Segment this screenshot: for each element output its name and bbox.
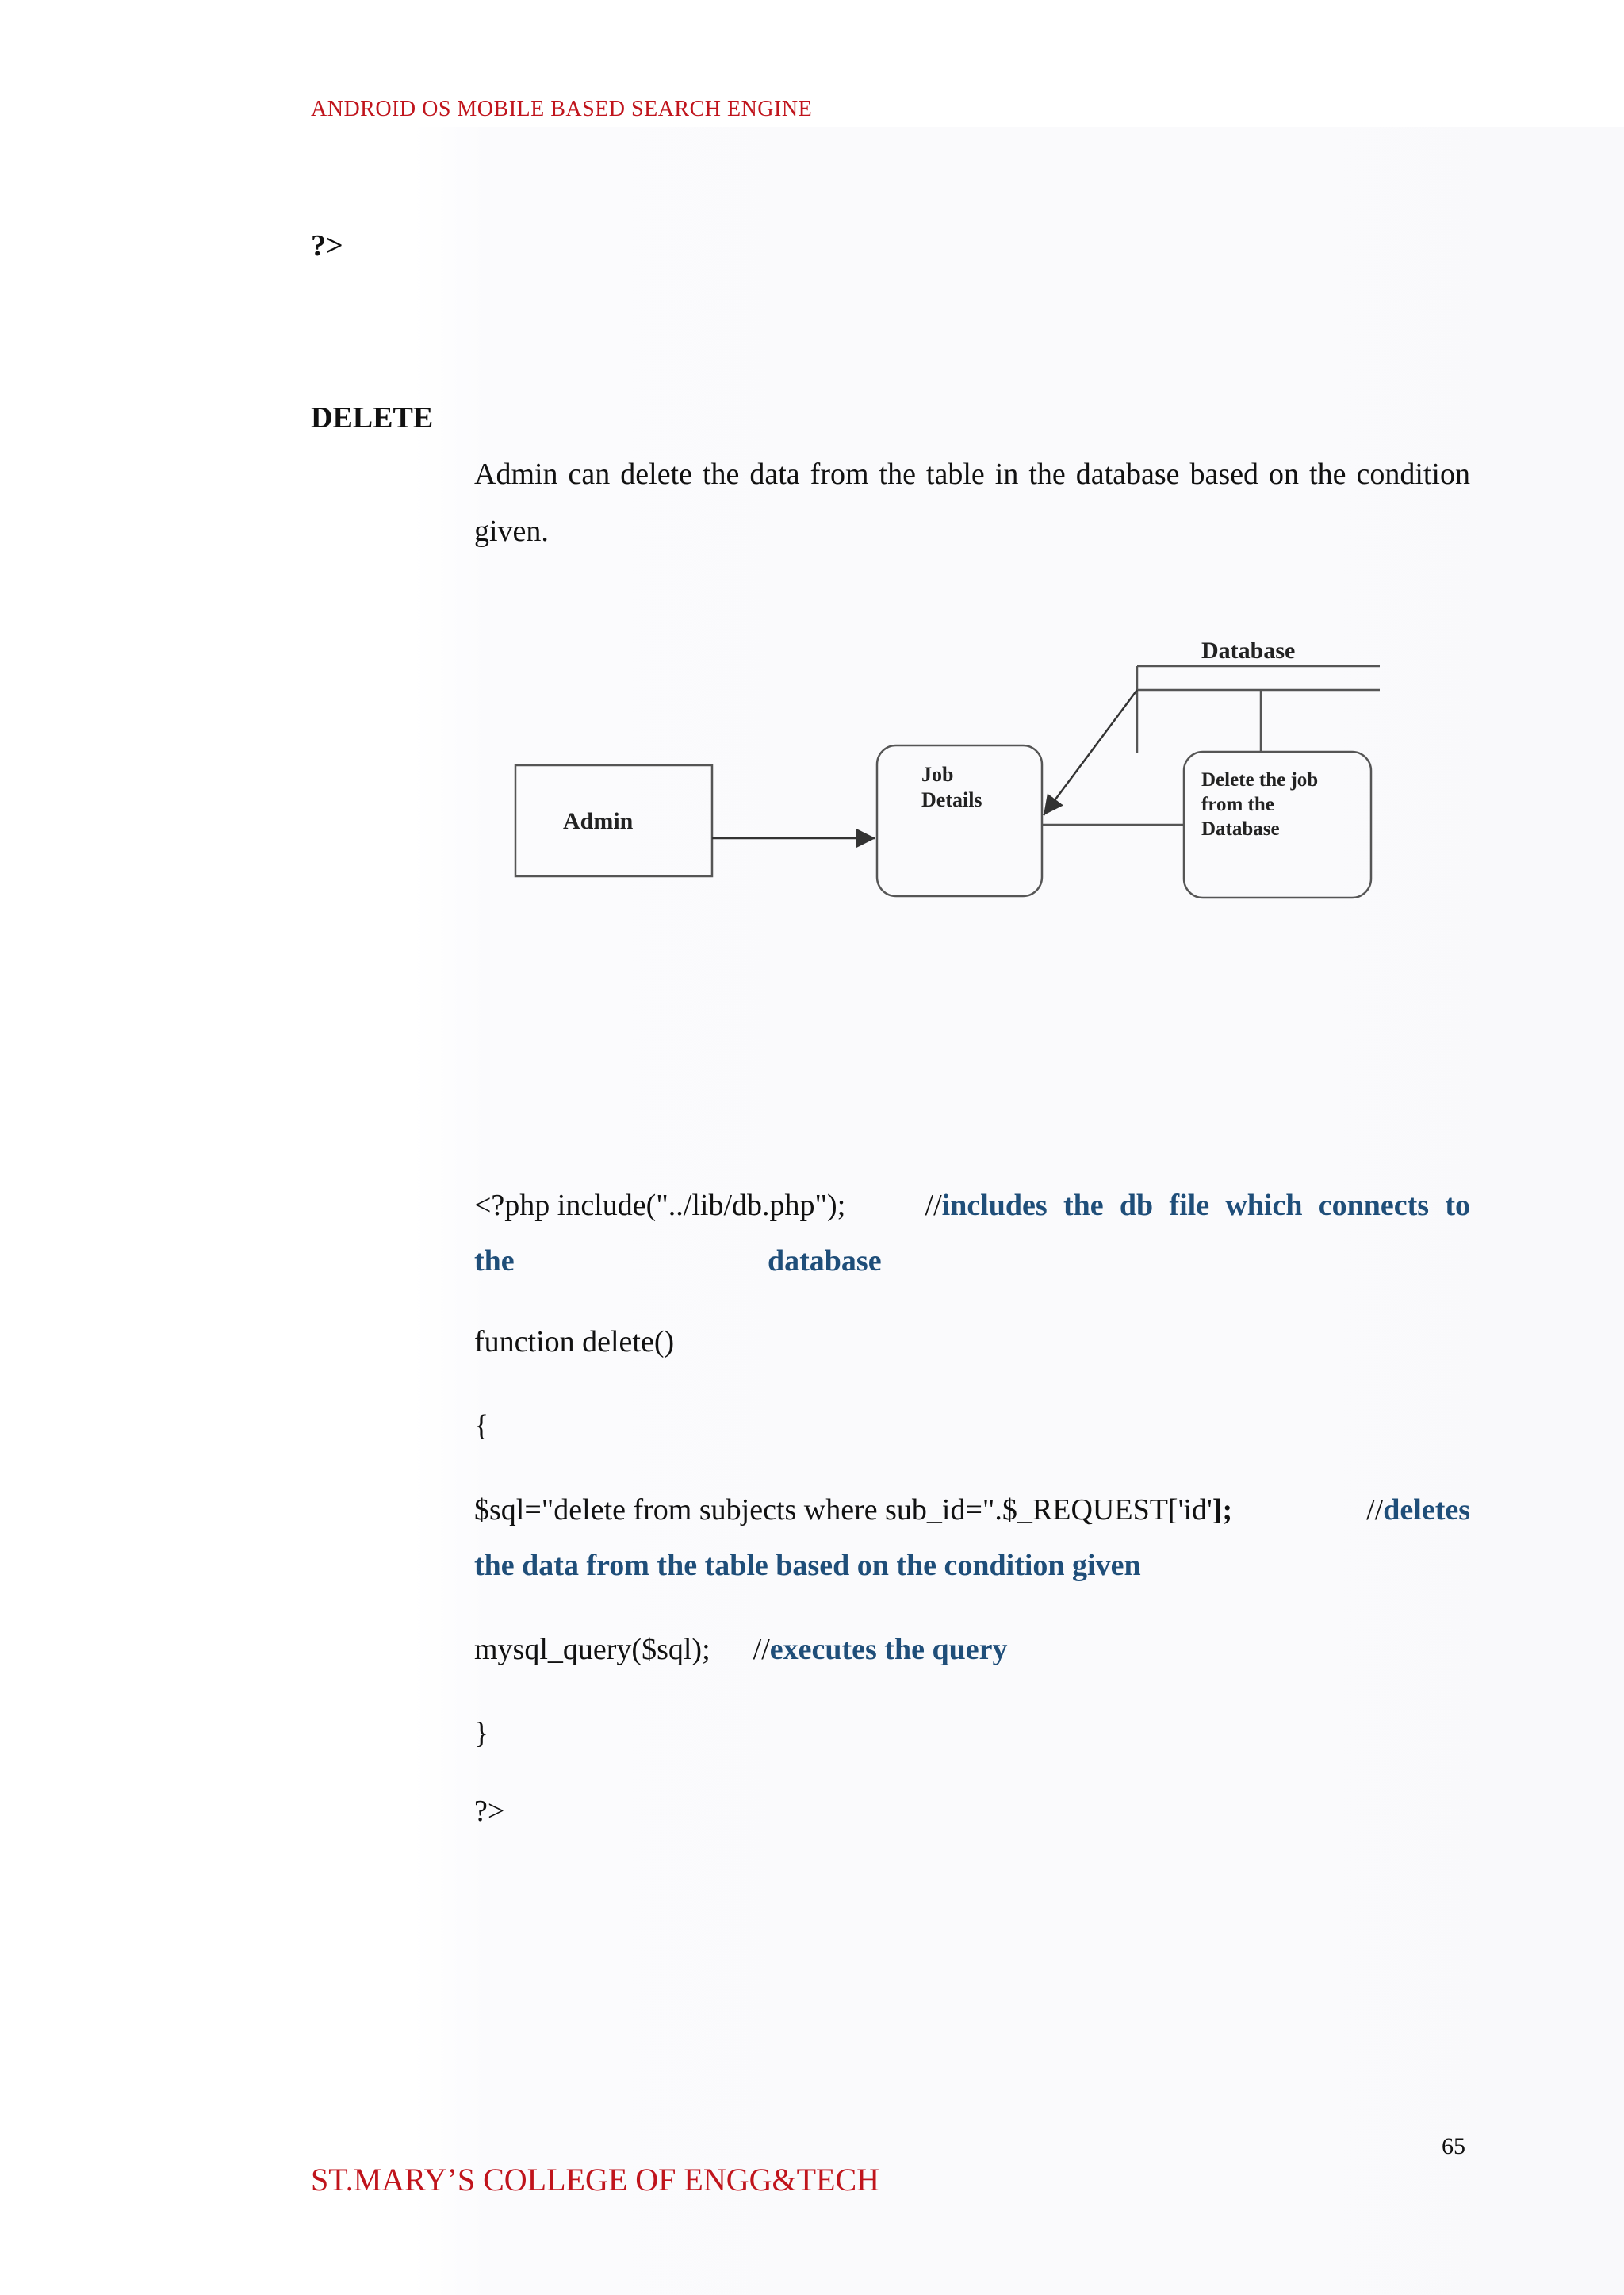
- function-declaration: function delete(): [474, 1325, 675, 1358]
- sql-comment-cont: the data from the table based on the condition given: [474, 1549, 1141, 1582]
- include-statement: <?php include("../lib/db.php");: [474, 1189, 846, 1222]
- query-comment-prefix: //: [753, 1633, 770, 1666]
- include-comment-word-1: //includes: [925, 1189, 1048, 1222]
- open-brace: {: [474, 1409, 489, 1443]
- database-label: Database: [1201, 638, 1296, 664]
- sql-comment: //deletes: [1366, 1493, 1470, 1527]
- delete-line2: from the: [1201, 794, 1274, 815]
- php-close-tag: ?>: [311, 229, 343, 262]
- delete-line3: Database: [1201, 818, 1280, 840]
- page-number: 65: [1442, 2133, 1465, 2159]
- include-comment-cont-1: the: [474, 1244, 515, 1278]
- include-comment-word-5: which: [1225, 1189, 1303, 1222]
- footer-college: ST.MARY’S COLLEGE OF ENGG&TECH: [311, 2162, 880, 2197]
- section-heading: DELETE: [311, 401, 434, 435]
- delete-line1: Delete the job: [1201, 769, 1319, 791]
- sql-line: [474, 1492, 1470, 1527]
- close-brace: }: [474, 1717, 489, 1750]
- job-details-line2: Details: [921, 788, 982, 811]
- include-comment-word-4: file: [1169, 1189, 1210, 1222]
- sql-statement: $sql="delete from subjects where sub_id=".$_REQUEST['id'];: [474, 1493, 1233, 1527]
- include-comment-word-7: to: [1445, 1189, 1470, 1222]
- running-header: ANDROID OS MOBILE BASED SEARCH ENGINE: [311, 97, 813, 121]
- include-comment-word-6: connects: [1318, 1189, 1430, 1222]
- include-comment-word-3: db: [1119, 1189, 1154, 1222]
- include-comment-cont-2: database: [768, 1244, 882, 1278]
- job-details-line1: Job: [921, 763, 954, 786]
- query-line: [474, 1632, 1007, 1667]
- job-details-box: [877, 745, 1042, 896]
- php-closing-tag: ?>: [474, 1795, 505, 1828]
- database-to-job-arrow: [1044, 690, 1137, 815]
- delete-flow-diagram: [476, 634, 1396, 920]
- query-statement: mysql_query($sql);: [474, 1633, 710, 1666]
- admin-label: Admin: [563, 808, 634, 834]
- include-comment-word-2: the: [1063, 1189, 1104, 1222]
- section-description: Admin can delete the data from the table in the database based on the condition given.: [474, 458, 1470, 548]
- include-line: [474, 1188, 1470, 1223]
- query-comment: executes the query: [769, 1633, 1008, 1666]
